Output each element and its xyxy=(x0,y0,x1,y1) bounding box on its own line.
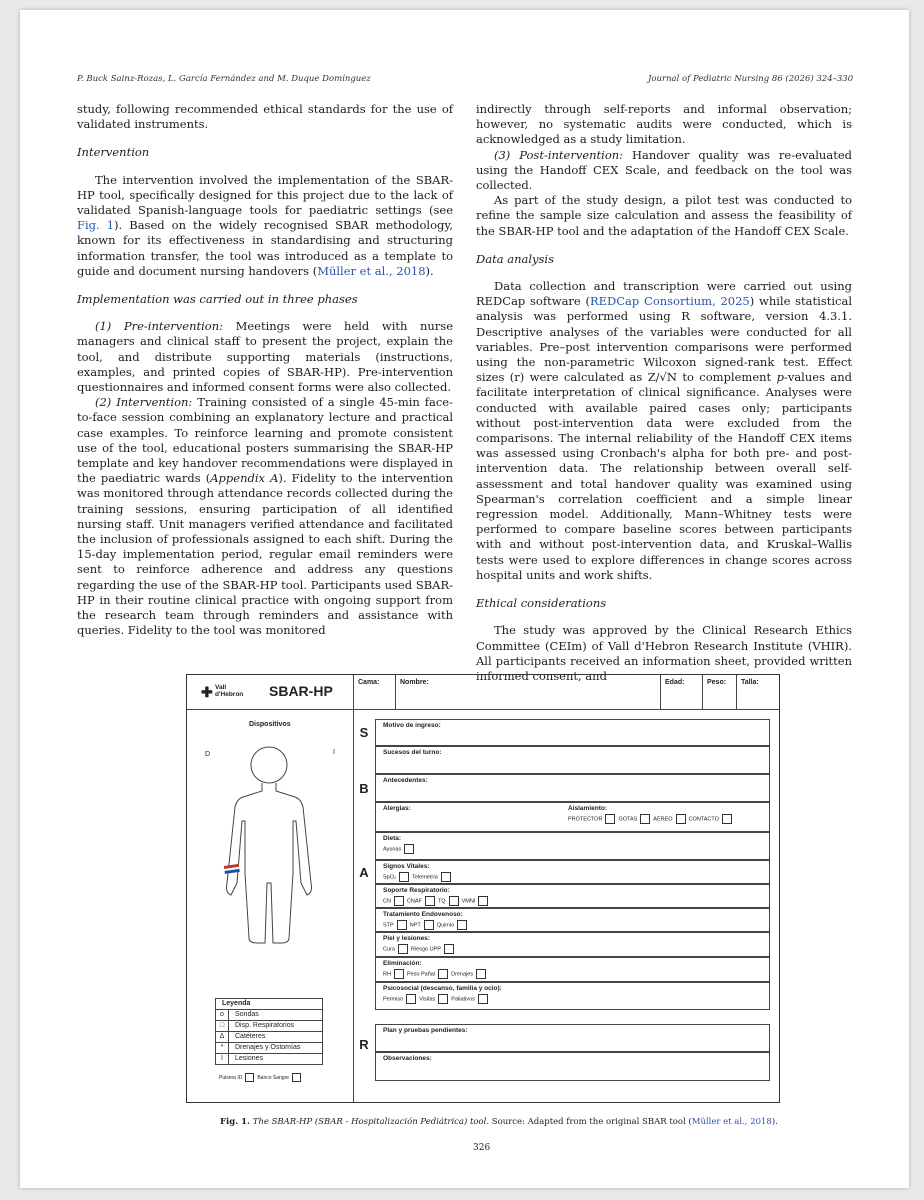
eliminacion-field: Eliminación: RH Peso Pañal Drenajes xyxy=(375,957,770,982)
paragraph: (3) Post-intervention: Handover quality was re-evaluated using the Handoff CEX Scale, and feedback on the tool was collected. xyxy=(476,147,852,193)
legend-row: * Drenajes y Ostomías xyxy=(216,1042,322,1053)
form-header: ✚ Vall d'Hebron SBAR-HP Cama: Nombre: Edad: Peso: Talla: xyxy=(187,675,779,710)
section-heading-intervention: Intervention xyxy=(77,145,150,160)
dieta-field: Dieta: Ayunas xyxy=(375,832,770,860)
legend-row: o Sondas xyxy=(216,1009,322,1020)
paragraph: (1) Pre-intervention: Meetings were held with nurse managers and clinical staff to present the project, explain the tool, and distribute supporting materials (instructions, examples, and printed copies of SBAR-HP). Pre-intervention questionnaires and informed consent forms were also collected. xyxy=(77,319,454,395)
left-column xyxy=(77,102,453,639)
paragraph: The study was approved by the Clinical Research Ethics Committee (CEIm) of Vall d'Hebron Research Institute (VHIR). All participants received an information sheet, provided written informed consent, and xyxy=(476,623,852,683)
legend-row: Δ Catéteres xyxy=(216,1031,322,1042)
pulsera-row: Pulsera ID Banco Sangre xyxy=(219,1073,304,1082)
sucesos-turno-field: Sucesos del turno: xyxy=(375,746,770,774)
plan-pruebas-field: Plan y pruebas pendientes: xyxy=(375,1024,770,1052)
observaciones-field: Observaciones: xyxy=(375,1052,770,1081)
citation-link[interactable]: Müller et al., 2018 xyxy=(691,1117,772,1127)
letter-s: S xyxy=(359,725,369,740)
citation-link[interactable]: REDCap Consortium, 2025 xyxy=(589,294,750,309)
legend-table: Leyenda o Sondas □ Disp. Respiratorios Δ Catéteres * Drenajes y Ostomías I Lesiones xyxy=(215,998,323,1065)
piel-lesiones-field: Piel y lesiones: Cura Riesgo UPP xyxy=(375,932,770,957)
form-title: SBAR-HP xyxy=(269,683,333,699)
letter-r: R xyxy=(359,1037,369,1052)
page-number: 326 xyxy=(473,1143,491,1153)
section-heading-implementation: Implementation was carried out in three phases xyxy=(77,292,358,307)
citation-link[interactable]: Müller et al., 2018 xyxy=(317,263,426,278)
running-header-journal: Journal of Pediatric Nursing 86 (2026) 324–330 xyxy=(648,74,854,84)
soporte-respiratorio-field: Soporte Respiratorio: CN CNAF TQ VMNI xyxy=(375,884,770,908)
talla-field: Talla: xyxy=(736,675,779,709)
letter-b: B xyxy=(359,781,369,796)
sbar-hp-form-figure xyxy=(186,674,780,1103)
paragraph: Data collection and transcription were carried out using REDCap software (REDCap Consortium, 2025) while statistical analysis was performed using R software, version 4.3.1. Descriptive analyses of the variables were conducted for all variables. Pre–post intervention comparisons were performed using the non-parametric Wilcoxon signed-rank test. Effect sizes (r) were calculated as Z/√N to complement p-values and facilitate interpretation of clinical significance. Analyses were conducted with available paired cases only; participants without post-intervention data were excluded from the comparisons. The internal reliability of the Handoff CEX items was assessed using Cronbach's alpha for both pre- and post-intervention data. The relationship between overall self-assessment and total handover quality was examined using Spearman's correlation coefficient and a simple linear regression model. Additionally, Mann–Whitney tests were performed to compare baseline scores between participants with and without post-intervention data, and Kruskal–Wallis tests were used to explore differences in change scores across hospital units and work shifts. xyxy=(476,279,852,582)
paragraph: indirectly through self-reports and informal observation; however, no systematic audits were conducted, which is acknowledged as a study limitation. xyxy=(476,102,852,147)
motivo-ingreso-field: Motivo de ingreso: xyxy=(375,719,770,746)
running-header-authors: P. Buck Sainz-Rozas, L. García Fernández and M. Duque Domínguez xyxy=(77,74,371,84)
child-body-outline xyxy=(187,733,353,1003)
alergias-field: Alergias: Aislamiento: PROTECTOR GOTAS AÉREO CONTACTO xyxy=(375,802,770,832)
paper-page xyxy=(20,10,909,1188)
sbar-sections xyxy=(375,719,770,1081)
signos-vitales-field: Signos Vitales: SpO₂ Telemetría xyxy=(375,860,770,884)
left-side-mark: I xyxy=(333,749,335,756)
appendix-link[interactable]: Appendix A xyxy=(210,471,279,486)
figure-caption: Fig. 1. The SBAR-HP (SBAR - Hospitalización Pediátrica) tool. Source: Adapted from the original SBAR tool (Müller et al., 2018). xyxy=(220,1117,778,1127)
section-heading-data-analysis: Data analysis xyxy=(476,251,554,266)
psicosocial-field: Psicosocial (descanso, familia y ocio): Permiso Visitas Paliativos xyxy=(375,982,770,1010)
paragraph: study, following recommended ethical standards for the use of validated instruments. xyxy=(77,102,453,132)
cama-field: Cama: xyxy=(353,675,395,709)
figure-link[interactable]: Fig. 1 xyxy=(77,218,115,233)
paragraph: (2) Intervention: Training consisted of a single 45-min face-to-face session combining an explanatory lecture and practical case examples. To reinforce learning and promote consistent use of the tool, educational posters summarising the SBAR-HP template and key handover recommendations were displayed in the paediatric wards (Appendix A). Fidelity to the intervention was monitored through attendance records collected during the training sessions, ensuring participation of all identified nursing staff. Unit managers verified attendance and facilitated the inclusion of professionals assigned to each shift. During the 15-day implementation period, regular email reminders were sent to reinforce adherence and address any questions regarding the use of the SBAR-HP tool. Participants used SBAR-HP in their routine clinical practice with ongoing support from the research team through reminders and assistance with queries. Fidelity to the tool was monitored xyxy=(77,395,453,638)
peso-field: Peso: xyxy=(702,675,736,709)
section-heading-ethics: Ethical considerations xyxy=(476,596,607,611)
right-side-mark: D xyxy=(205,751,211,758)
devices-panel xyxy=(187,709,354,1102)
antecedentes-field: Antecedentes: xyxy=(375,774,770,802)
edad-field: Edad: xyxy=(660,675,702,709)
letter-a: A xyxy=(359,865,369,880)
aislamiento-group: Aislamiento: PROTECTOR GOTAS AÉREO CONTACTO xyxy=(568,805,735,824)
hospital-cross-icon: ✚ xyxy=(201,684,213,700)
legend-row: □ Disp. Respiratorios xyxy=(216,1020,322,1031)
dispositivos-label: Dispositivos xyxy=(249,721,291,728)
right-column xyxy=(476,102,852,684)
tratamiento-endovenoso-field: Tratamiento Endovenoso: STP NPT Quimio xyxy=(375,908,770,932)
nombre-field: Nombre: xyxy=(395,675,660,709)
paragraph: The intervention involved the implementation of the SBAR-HP tool, specifically designed for this project due to the lack of validated Spanish-language tools for paediatric settings (see Fig. 1). Based on the widely recognised SBAR methodology, known for its effectiveness in standardising and structuring information transfer, the tool was introduced as a template to guide and document nursing handovers (Müller et al., 2018). xyxy=(77,172,453,278)
paragraph: As part of the study design, a pilot test was conducted to refine the sample size calculation and assess the feasibility of the SBAR-HP tool and the adaptation of the Handoff CEX Scale. xyxy=(476,193,852,238)
legend-row: I Lesiones xyxy=(216,1053,322,1064)
